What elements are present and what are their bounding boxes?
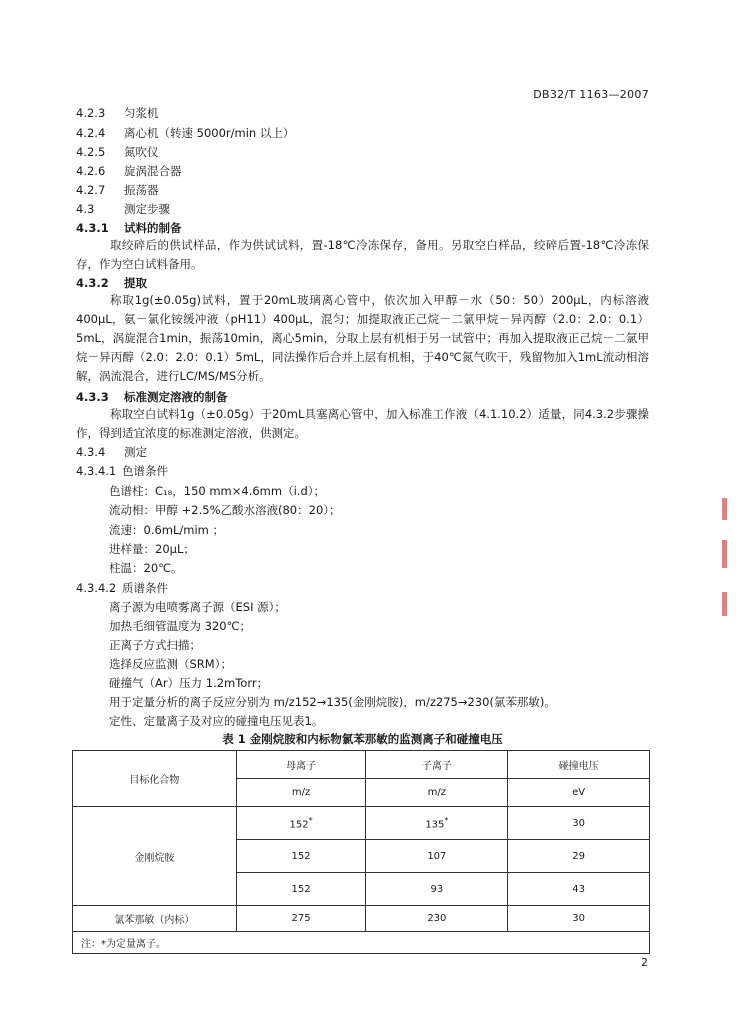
parent-ion-cell: 152 bbox=[236, 873, 366, 906]
scan-mark bbox=[722, 540, 727, 568]
table-note: 注：*为定量离子。 bbox=[73, 932, 650, 954]
parent-ion-cell: 152 bbox=[236, 840, 366, 873]
compound-name: 氯苯那敏（内标） bbox=[73, 906, 237, 932]
header-daughter-ion: 子离子 bbox=[366, 751, 508, 779]
table-caption: 表 1 金刚烷胺和内标物氯苯那敏的监测离子和碰撞电压 bbox=[222, 732, 503, 746]
section-heading: 4.3.3 标准测定溶液的制备 bbox=[76, 390, 228, 404]
paragraph-standard-solution: 称取空白试料1g（±0.05g）于20mL具塞离心管中，加入标准工作液（4.1.10.2）适量，同4.3.2步骤操作，得到适宜浓度的标准测定溶液，供测定。 bbox=[76, 407, 649, 440]
page-number: 2 bbox=[641, 956, 648, 969]
mass-spec-item: 离子源为电喷雾离子源（ESI 源）； bbox=[109, 600, 286, 614]
table-row bbox=[73, 807, 650, 840]
section-heading: 4.3.4 测定 bbox=[76, 445, 147, 459]
mass-spec-item: 正离子方式扫描； bbox=[109, 638, 201, 652]
voltage-cell: 30 bbox=[508, 906, 650, 932]
scan-mark bbox=[722, 592, 727, 616]
ion-table bbox=[72, 750, 650, 954]
header-voltage-unit: eV bbox=[508, 779, 650, 807]
section-heading: 4.3.4.2 质谱条件 bbox=[76, 581, 168, 595]
chromatography-item: 色谱柱：C₁₈，150 mm×4.6mm（i.d）； bbox=[109, 484, 325, 498]
list-line: 4.2.6 旋涡混合器 bbox=[76, 164, 182, 178]
scan-mark bbox=[722, 498, 727, 520]
table-note-row bbox=[73, 932, 650, 954]
table-header-row bbox=[73, 751, 650, 779]
daughter-ion-cell: 93 bbox=[366, 873, 508, 906]
mass-spec-item: 定性、定量离子及对应的碰撞电压见表1。 bbox=[109, 714, 324, 728]
section-heading: 4.3 测定步骤 bbox=[76, 202, 170, 216]
list-line: 4.2.5 氮吹仪 bbox=[76, 145, 159, 159]
section-heading: 4.3.1 试料的制备 bbox=[76, 221, 182, 235]
mass-spec-item: 选择反应监测（SRM）； bbox=[109, 657, 232, 671]
paragraph-sample-prep: 取绞碎后的供试样品，作为供试试料，置-18℃冷冻保存，备用。另取空白样品，绞碎后置-18℃冷冻保存，作为空白试料备用。 bbox=[76, 238, 649, 271]
mass-spec-item: 加热毛细管温度为 320℃； bbox=[109, 619, 252, 633]
compound-name: 金刚烷胺 bbox=[73, 807, 237, 906]
header-parent-ion: 母离子 bbox=[236, 751, 366, 779]
header-compound: 目标化合物 bbox=[73, 751, 237, 807]
mass-spec-item: 用于定量分析的离子反应分别为 m/z152→135(金刚烷胺)，m/z275→230(氯苯那敏)。 bbox=[109, 695, 556, 709]
table-row bbox=[73, 906, 650, 932]
list-line: 4.2.7 振荡器 bbox=[76, 183, 159, 197]
list-line: 4.2.3 匀浆机 bbox=[76, 106, 159, 120]
header-daughter-unit: m/z bbox=[366, 779, 508, 807]
daughter-ion-cell: 107 bbox=[366, 840, 508, 873]
chromatography-item: 流速：0.6mL/mim ； bbox=[109, 523, 225, 537]
document-code: DB32/T 1163—2007 bbox=[533, 88, 649, 101]
section-heading: 4.3.4.1 色谱条件 bbox=[76, 464, 168, 478]
voltage-cell: 30 bbox=[508, 807, 650, 840]
voltage-cell: 43 bbox=[508, 873, 650, 906]
chromatography-item: 柱温：20℃。 bbox=[109, 561, 183, 575]
paragraph-extraction: 称取1g(±0.05g)试料，置于20mL玻璃离心管中，依次加入甲醇－水（50：50）200μL，内标溶液400μL，氨－氯化铵缓冲液（pH11）400μL，混匀；加提取液正己烷－二氯甲烷－异丙醇（2.0：2.0：0.1）5mL，涡旋混合1min，振荡10min，离心5min，分取上层有机相于另一试管中；再加入提取液正己烷－二氯甲烷－异丙醇（2.0：2.0：0.1）5mL，同法操作后合并上层有机相，于40℃氮气吹干，残留物加入1mL流动相溶解，涡流混合，进行LC/MS/MS分析。 bbox=[76, 293, 649, 383]
header-collision-voltage: 碰撞电压 bbox=[508, 751, 650, 779]
mass-spec-item: 碰撞气（Ar）压力 1.2mTorr； bbox=[109, 676, 269, 690]
chromatography-item: 进样量：20μL； bbox=[109, 542, 195, 556]
parent-ion-cell: 275 bbox=[236, 906, 366, 932]
list-line: 4.2.4 离心机（转速 5000r/min 以上） bbox=[76, 126, 295, 140]
voltage-cell: 29 bbox=[508, 840, 650, 873]
chromatography-item: 流动相：甲醇 +2.5%乙酸水溶液(80：20）； bbox=[109, 503, 341, 517]
header-parent-unit: m/z bbox=[236, 779, 366, 807]
daughter-ion-cell: 230 bbox=[366, 906, 508, 932]
parent-ion-cell: 152* bbox=[236, 807, 366, 840]
section-heading: 4.3.2 提取 bbox=[76, 276, 147, 290]
daughter-ion-cell: 135* bbox=[366, 807, 508, 840]
